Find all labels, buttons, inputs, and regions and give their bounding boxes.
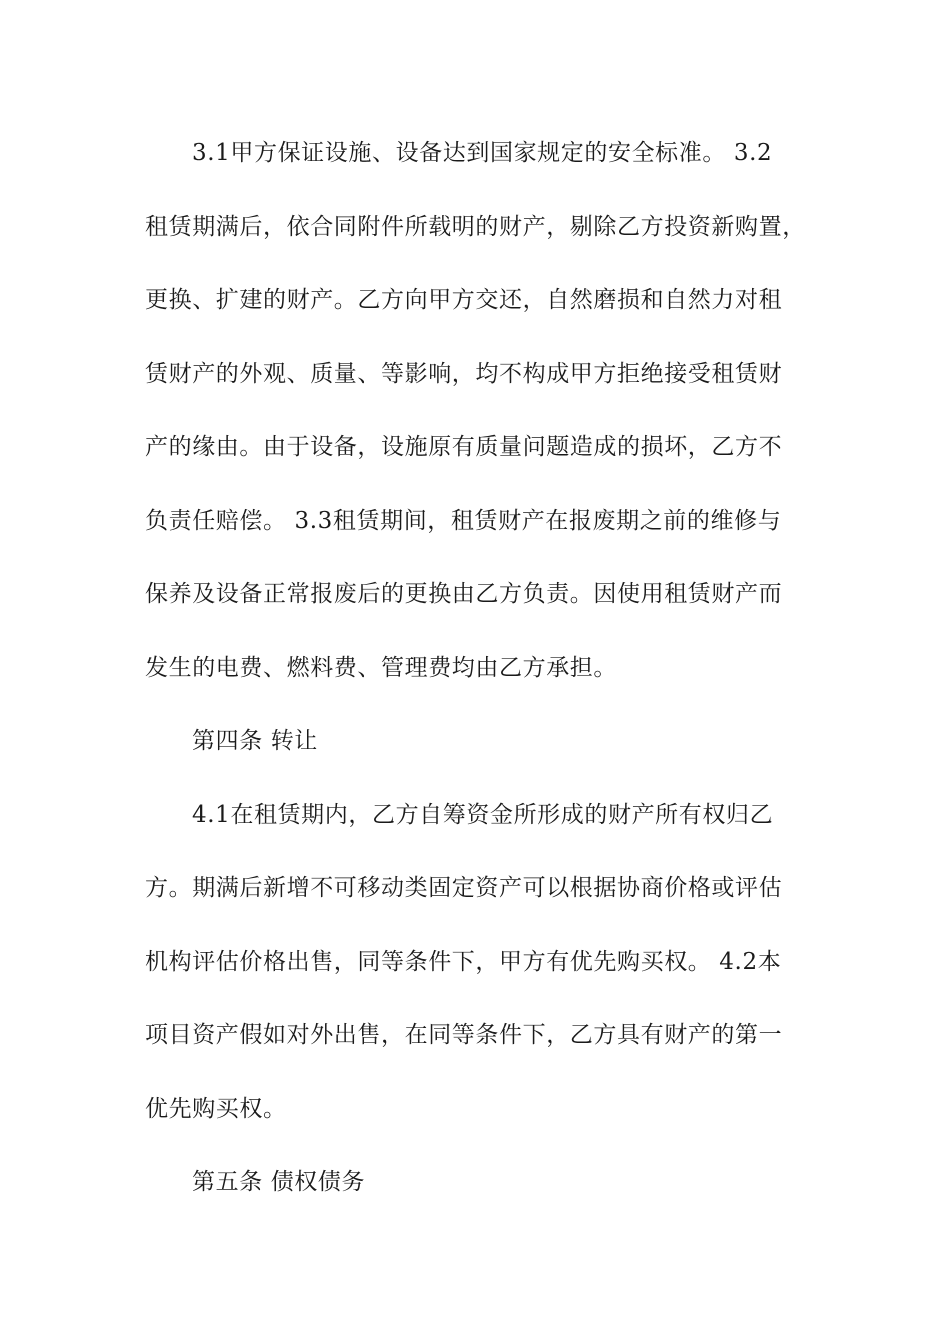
section-heading-article-4: 第四条 转让: [192, 728, 318, 754]
paragraph-3-1-line-7: 保养及设备正常报废后的更换由乙方负责。因使用租赁财产而: [145, 581, 783, 607]
paragraph-4-1-line-1: 4.1在租赁期内，乙方自筹资金所形成的财产所有权归乙: [192, 801, 774, 828]
paragraph-4-1-line-2: 方。期满后新增不可移动类固定资产可以根据协商价格或评估: [145, 875, 783, 901]
section-heading-article-5: 第五条 债权债务: [192, 1169, 366, 1195]
paragraph-4-1-line-5: 优先购买权。: [145, 1095, 287, 1122]
paragraph-3-1-line-4: 赁财产的外观、质量、等影响，均不构成甲方拒绝接受租赁财: [145, 360, 783, 387]
paragraph-3-1-line-8: 发生的电费、燃料费、管理费均由乙方承担。: [145, 654, 617, 681]
paragraph-4-1-line-4: 项目资产假如对外出售，在同等条件下，乙方具有财产的第一: [145, 1022, 783, 1048]
paragraph-3-1-line-6: 负责任赔偿。 3.3租赁期间，租赁财产在报废期之前的维修与: [145, 507, 782, 534]
paragraph-3-1-line-1: 3.1甲方保证设施、设备达到国家规定的安全标准。 3.2: [192, 140, 773, 166]
paragraph-3-1-line-5: 产的缘由。由于设备，设施原有质量问题造成的损坏，乙方不: [145, 434, 783, 460]
paragraph-3-1-line-2: 租赁期满后，依合同附件所载明的财产，剔除乙方投资新购置，: [145, 213, 806, 240]
paragraph-3-1-line-3: 更换、扩建的财产。乙方向甲方交还，自然磨损和自然力对租: [145, 287, 783, 313]
paragraph-4-1-line-3: 机构评估价格出售，同等条件下，甲方有优先购买权。 4.2本: [145, 948, 782, 975]
document-body: [145, 117, 825, 1220]
